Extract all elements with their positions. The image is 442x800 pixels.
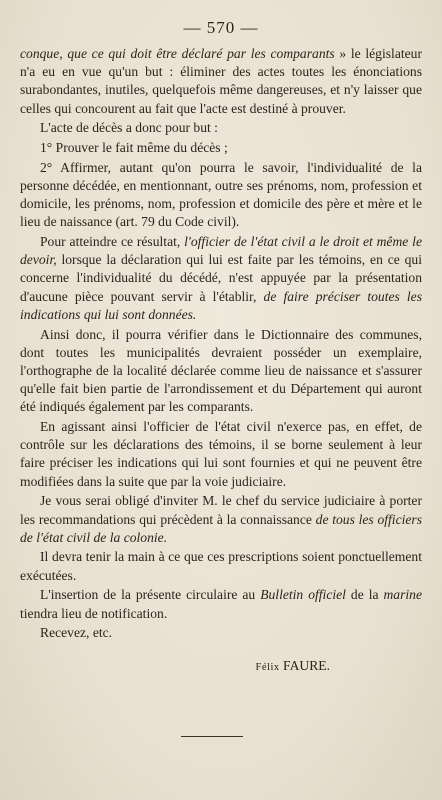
text-span: Je vous serai obligé d'inviter M. le chef du service judiciaire à porter les recommandations qui précèdent à la connaissance — [20, 493, 422, 527]
text-span: En agissant ainsi l'officier de l'état civil n'exerce pas, en effet, de contrôle sur les déclarations des témoins, il se borne seulement à leur faire préciser les indications qui lui sont fournies et qui ne peuvent être modifiées dans la suite que par la voie judiciaire. — [20, 419, 422, 489]
paragraph — [20, 139, 422, 157]
text-span: L'insertion de la présente circulaire au — [40, 587, 261, 603]
text-span: tiendra lieu de notification. — [20, 605, 168, 621]
text-span: Il devra tenir la main à ce que ces prescriptions soient ponctuellement exécutées. — [20, 549, 422, 583]
text-span: 1° Prouver le fait même du décès ; — [40, 140, 228, 156]
text-span: conque, que ce qui doit être déclaré par les comparants — [20, 46, 335, 61]
text-span: l'officier de l'état civil a le droit et même le devoir, — [20, 234, 422, 268]
page-number: — 570 — — [183, 18, 259, 37]
paragraph — [20, 492, 422, 547]
signature-first-name: Félix — [255, 661, 280, 673]
end-rule — [181, 736, 243, 737]
paragraph — [20, 326, 422, 417]
text-span: lorsque la déclaration qui lui est faite par les témoins, en ce qui concerne l'individualité du décédé, n'est appuyée par la présentation d'aucune pièce pouvant servir à l'établir, — [20, 252, 422, 304]
signature-last-name: FAURE. — [283, 657, 330, 673]
text-span: marine — [383, 587, 422, 603]
text-span: de tous les officiers de l'état civil de la colonie. — [20, 511, 423, 545]
paragraph — [20, 159, 422, 232]
paragraph — [20, 418, 422, 491]
text-span: L'acte de décès a donc pour but : — [40, 120, 218, 136]
text-span: Pour atteindre ce résultat, — [40, 234, 185, 250]
paragraph — [20, 624, 422, 642]
paragraph — [20, 119, 422, 137]
signature — [20, 657, 422, 677]
body-text — [20, 45, 422, 643]
text-span: 2° Affirmer, autant qu'on pourra le savoir, l'individualité de la personne décédée, en mentionnant, outre ses prénoms, nom, profession et domicile, les prénoms, nom, profession et domicile des père et mère et le lieu de naissance (art. 79 du Code civil). — [20, 159, 422, 230]
text-span: de la — [345, 587, 384, 603]
text-span: Ainsi donc, il pourra vérifier dans le Dictionnaire des communes, dont toutes les municipalités devraient posséder un exemplaire, l'orthographe de la localité déclarée comme lieu de naissance et s'assurer qu'elle fait bien partie de l'arrondissement et du Département qui auront été indiqués également par les comparants. — [20, 326, 422, 415]
paragraph — [20, 45, 422, 118]
paragraph — [20, 586, 422, 622]
text-span: Recevez, etc. — [40, 625, 113, 641]
paragraph — [20, 233, 422, 324]
text-span: de faire préciser toutes les indications qui lui sont données. — [20, 288, 422, 322]
text-span: » le législateur n'a eu en vue qu'un but : éliminer des actes toutes les énonciations surabondantes, inutiles, quelquefois même dangereuses, et n'y laisser que celles qui concourent au fait que l'acte est destiné à prouver. — [20, 46, 422, 116]
text-span: Bulletin officiel — [260, 587, 346, 603]
paragraph — [20, 548, 422, 584]
